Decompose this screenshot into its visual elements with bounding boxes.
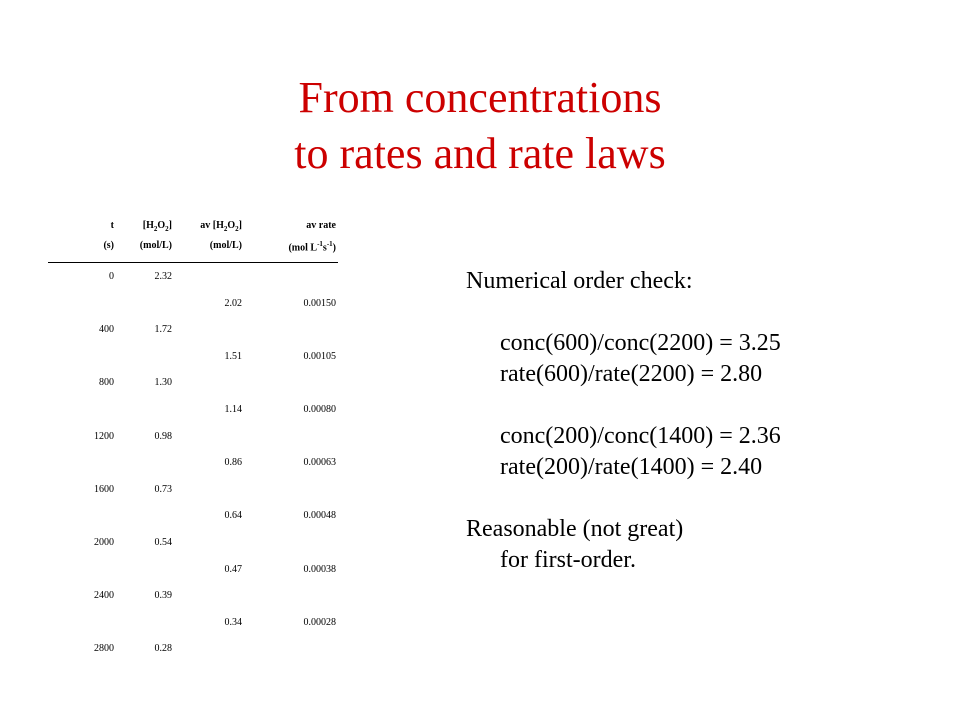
header-conc: $[H_2O_2]$ bbox=[142, 220, 172, 233]
table-row bbox=[48, 351, 338, 378]
cell-conc: 0.28 bbox=[154, 643, 172, 655]
table-row bbox=[48, 271, 338, 298]
slide-title bbox=[0, 70, 960, 182]
cell-conc: 0.39 bbox=[154, 590, 172, 602]
cell-av-rate: 0.00038 bbox=[303, 563, 336, 575]
rate-ratio-1: rate(600)/rate(2200) = 2.80 bbox=[500, 361, 763, 387]
cell-t: 2800 bbox=[94, 643, 114, 655]
table-units-row bbox=[48, 240, 338, 263]
cell-t: 0 bbox=[109, 271, 114, 282]
table-row bbox=[48, 564, 338, 591]
header-av-conc: av $[H_2O_2]$ bbox=[200, 220, 242, 233]
table-row bbox=[48, 643, 338, 670]
header-t: t bbox=[110, 220, 114, 231]
order-check-notes bbox=[466, 266, 781, 576]
cell-t: 800 bbox=[99, 377, 114, 389]
table-row bbox=[48, 404, 338, 431]
cell-t: 1600 bbox=[94, 483, 114, 495]
conclusion-line-1: Reasonable (not great) bbox=[466, 516, 684, 542]
cell-av-conc: 0.47 bbox=[224, 563, 242, 575]
table-row bbox=[48, 510, 338, 537]
table-row bbox=[48, 617, 338, 644]
cell-av-conc: 2.02 bbox=[224, 297, 242, 309]
cell-av-rate: 0.00150 bbox=[303, 297, 336, 309]
cell-conc: 2.32 bbox=[154, 271, 172, 282]
table-row bbox=[48, 431, 338, 458]
spacer bbox=[466, 297, 781, 328]
title-line-2: to rates and rate laws bbox=[294, 129, 666, 178]
cell-av-rate: 0.00048 bbox=[303, 510, 336, 522]
cell-av-conc: 1.14 bbox=[224, 403, 242, 415]
cell-t: 2000 bbox=[94, 536, 114, 548]
rate-ratio-2: rate(200)/rate(1400) = 2.40 bbox=[500, 454, 763, 480]
cell-t: 1200 bbox=[94, 430, 114, 442]
cell-av-conc: 0.86 bbox=[224, 457, 242, 469]
table-row bbox=[48, 457, 338, 484]
cell-conc: 1.72 bbox=[154, 324, 172, 336]
cell-av-rate: 0.00063 bbox=[303, 457, 336, 469]
cell-conc: 0.54 bbox=[154, 536, 172, 548]
unit-t: (s) bbox=[103, 240, 114, 251]
title-line-1: From concentrations bbox=[298, 73, 662, 122]
cell-conc: 0.98 bbox=[154, 430, 172, 442]
cell-t: 2400 bbox=[94, 590, 114, 602]
cell-av-rate: 0.00028 bbox=[303, 616, 336, 628]
cell-av-rate: 0.00105 bbox=[303, 350, 336, 362]
unit-conc: (mol/L) bbox=[139, 240, 172, 251]
table-row bbox=[48, 377, 338, 404]
cell-t: 400 bbox=[99, 324, 114, 336]
cell-av-conc: 0.64 bbox=[224, 510, 242, 522]
table-row bbox=[48, 537, 338, 564]
cell-av-conc: 0.34 bbox=[224, 616, 242, 628]
unit-rate: (mol $L^{-1}s^{-1}$) bbox=[288, 240, 336, 254]
table-row bbox=[48, 590, 338, 617]
spacer bbox=[466, 483, 781, 514]
table-row bbox=[48, 298, 338, 325]
table-row bbox=[48, 484, 338, 511]
table-header-row bbox=[48, 220, 338, 240]
table-row bbox=[48, 324, 338, 351]
table-body bbox=[48, 271, 338, 670]
unit-av: (mol/L) bbox=[209, 240, 242, 251]
notes-heading: Numerical order check: bbox=[466, 268, 693, 294]
cell-av-rate: 0.00080 bbox=[303, 403, 336, 415]
conc-ratio-1: conc(600)/conc(2200) = 3.25 bbox=[500, 330, 781, 356]
conc-ratio-2: conc(200)/conc(1400) = 2.36 bbox=[500, 423, 781, 449]
cell-conc: 1.30 bbox=[154, 377, 172, 389]
spacer bbox=[466, 390, 781, 421]
concentration-rate-table bbox=[48, 220, 338, 670]
conclusion-line-2: for first-order. bbox=[500, 547, 636, 573]
cell-av-conc: 1.51 bbox=[224, 350, 242, 362]
header-av-rate: av rate bbox=[306, 220, 336, 231]
cell-conc: 0.73 bbox=[154, 483, 172, 495]
